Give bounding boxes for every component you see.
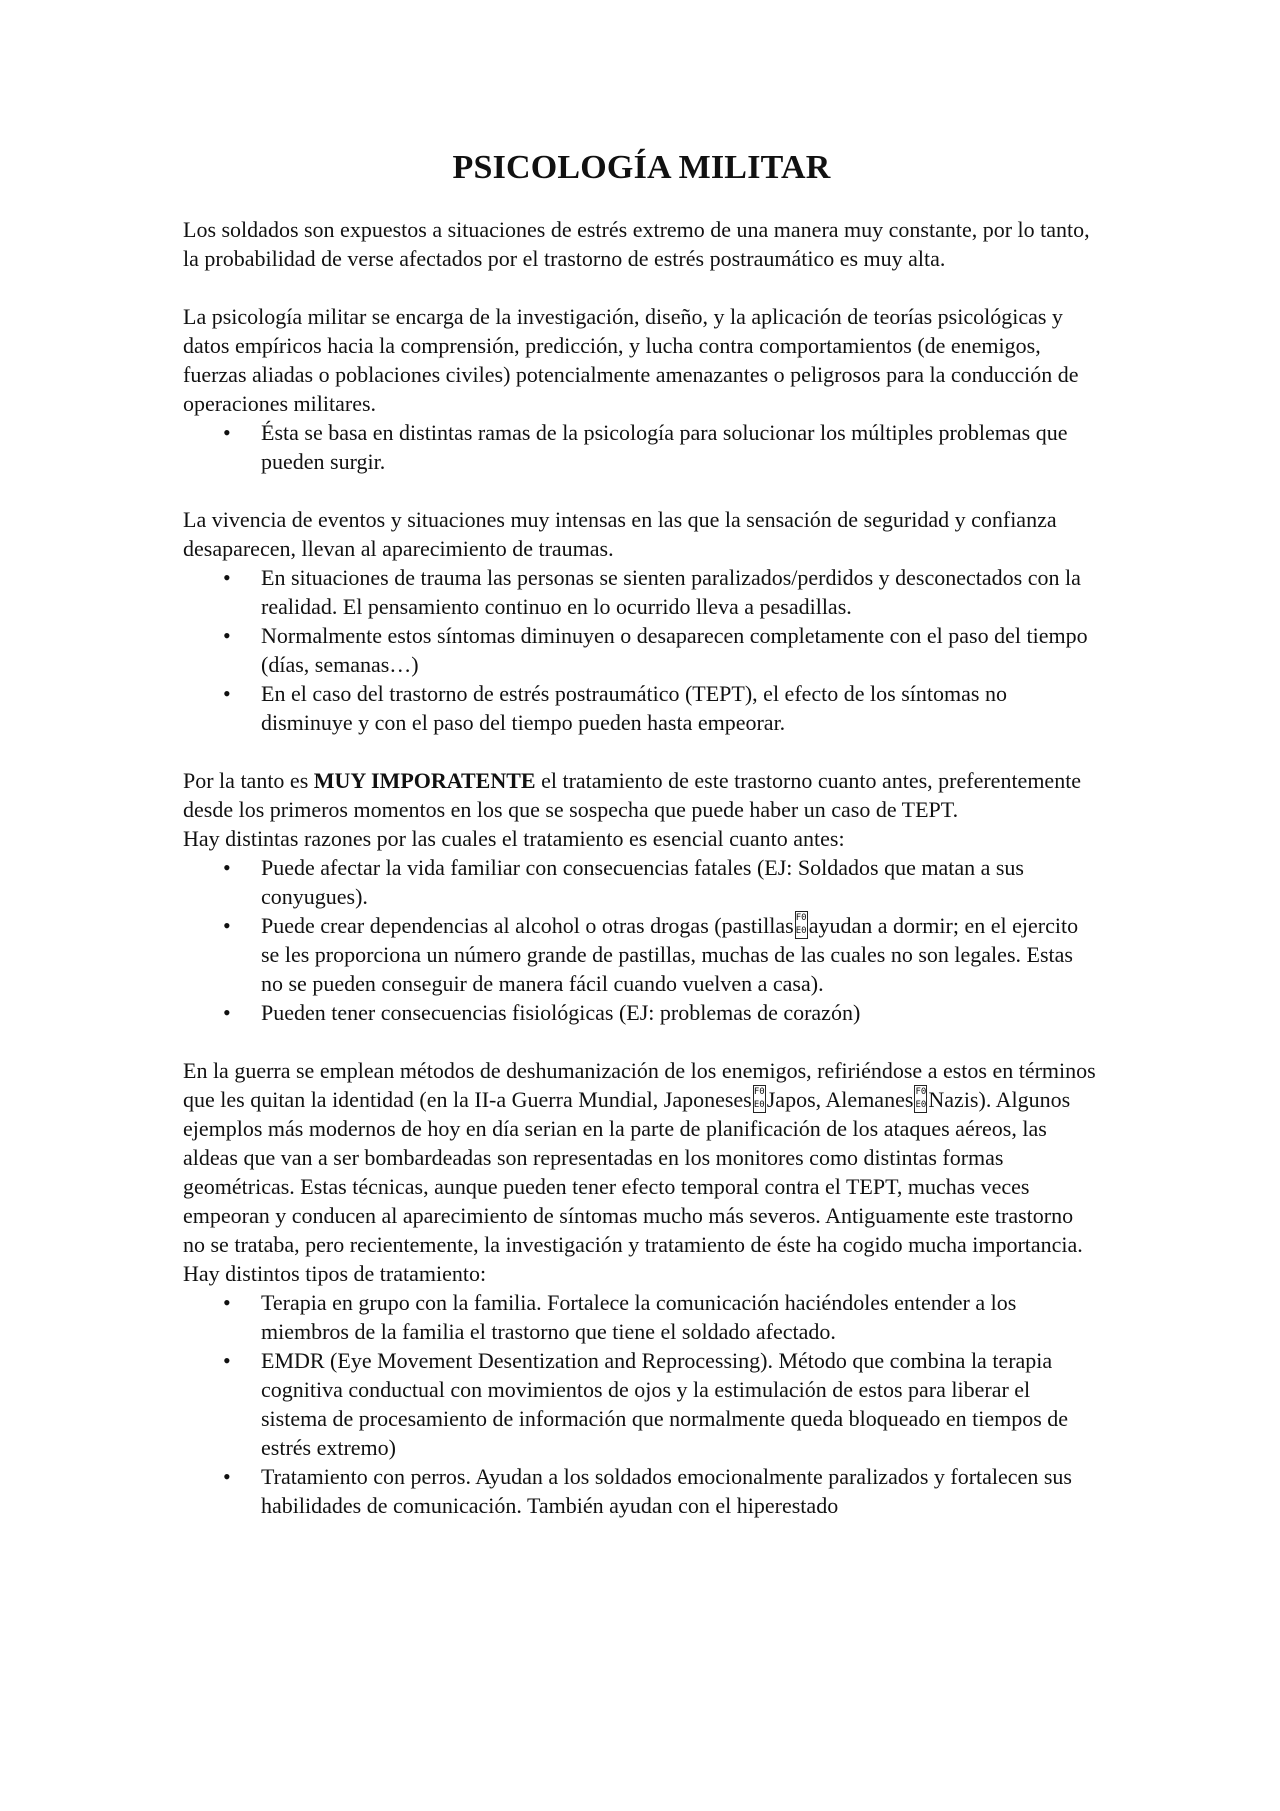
list-item: • Ésta se basa en distintas ramas de la psicología para solucionar los múltiples problemas que pueden surgir.	[183, 418, 1100, 476]
paragraph-trauma: La vivencia de eventos y situaciones muy intensas en las que la sensación de seguridad y confianza desaparecen, llevan al aparecimiento de traumas.	[183, 507, 1057, 561]
missing-glyph-code-bottom: E0	[753, 1100, 765, 1110]
list-item: • En situaciones de trauma las personas se sienten paralizados/perdidos y desconectados con la realidad. El pensamiento continuo en lo ocurrido lleva a pesadillas.	[183, 563, 1100, 621]
list-item: • Terapia en grupo con la familia. Fortalece la comunicación haciéndoles entender a los miembros de la familia el trastorno que tiene el soldado afectado.	[183, 1288, 1100, 1346]
missing-glyph-code-bottom: E0	[795, 926, 807, 936]
list-item: • Tratamiento con perros. Ayudan a los soldados emocionalmente paralizados y fortalecen sus habilidades de comunicación. También ayudan con el hiperestado	[183, 1462, 1100, 1520]
missing-glyph-code-bottom: E0	[915, 1100, 927, 1110]
list-item	[183, 911, 1100, 998]
paragraph-definition: La psicología militar se encarga de la investigación, diseño, y la aplicación de teorías psicológicas y datos empíricos hacia la comprensión, predicción, y lucha contra comportamientos (de enemigos, fuerzas aliadas o poblaciones civiles) potencialmente amenazantes o peligrosos para la conducción de operaciones militares.	[183, 304, 1079, 416]
trauma-bullet-list	[183, 563, 1100, 737]
importance-emphasis: MUY IMPORATENTE	[313, 768, 536, 793]
paragraph-spacer	[183, 273, 1100, 302]
dehumanization-text-3: Nazis). Algunos ejemplos más modernos de hoy en día serian en la parte de planificación de los ataques aéreos, las aldeas que van a ser bombardeadas son representadas en los monitores como distintas formas geométricas. Estas técnicas, aunque pueden tener efecto temporal contra el TEPT, muchas veces empeoran y conducen al aparecimiento de síntomas mucho más severos. Antiguamente este trastorno no se trataba, pero recientemente, la investigación y tratamiento de éste ha cogido mucha importancia. Hay distintos tipos de tratamiento:	[183, 1087, 1083, 1286]
paragraph-spacer	[183, 737, 1100, 766]
missing-glyph-code-top: F0	[753, 1087, 765, 1097]
paragraph-spacer	[183, 476, 1100, 505]
paragraph-dehumanization	[183, 1056, 1100, 1288]
document-title: PSICOLOGÍA MILITAR	[452, 149, 831, 186]
missing-glyph-icon	[914, 1085, 927, 1113]
missing-glyph-icon	[753, 1085, 766, 1113]
paragraph-spacer	[183, 1027, 1100, 1056]
importance-text-after: el tratamiento de este trastorno cuanto antes, preferentemente desde los primeros momentos en los que se sospecha que puede haber un caso de TEPT.	[183, 768, 1082, 822]
reason-text-after: ayudan a dormir; en el ejercito se les proporciona un número grande de pastillas, muchas de las cuales no son legales. Estas no se pueden conseguir de manera fácil cuando vuelven a casa).	[261, 913, 1079, 996]
dehumanization-text-1: En la guerra se emplean métodos de deshumanización de los enemigos, refiriéndose a estos en términos que les quitan la identidad (en la II-a Guerra Mundial, Japoneses	[183, 1058, 1096, 1112]
definition-bullet-list	[183, 418, 1100, 476]
dehumanization-text-2: Japos, Alemanes	[766, 1087, 914, 1112]
list-item: • Pueden tener consecuencias fisiológicas (EJ: problemas de corazón)	[183, 998, 1100, 1027]
paragraph-importance	[183, 766, 1100, 824]
list-item: • En el caso del trastorno de estrés postraumático (TEPT), el efecto de los síntomas no disminuye y con el paso del tiempo pueden hasta empeorar.	[183, 679, 1100, 737]
missing-glyph-code-top: F0	[915, 1087, 927, 1097]
importance-text-before: Por la tanto es	[183, 768, 314, 793]
paragraph-intro: Los soldados son expuestos a situaciones de estrés extremo de una manera muy constante, por lo tanto, la probabilidad de verse afectados por el trastorno de estrés postraumático es muy alta.	[183, 217, 1090, 271]
list-item: • EMDR (Eye Movement Desentization and Reprocessing). Método que combina la terapia cognitiva conductual con movimientos de ojos y la estimulación de estos para liberar el sistema de procesamiento de información que normalmente queda bloqueado en tiempos de estrés extremo)	[183, 1346, 1100, 1462]
missing-glyph-code-top: F0	[795, 913, 807, 923]
list-item: • Puede afectar la vida familiar con consecuencias fatales (EJ: Soldados que matan a sus conyugues).	[183, 853, 1100, 911]
paragraph-reasons: Hay distintas razones por las cuales el tratamiento es esencial cuanto antes:	[183, 826, 845, 851]
treatment-bullet-list	[183, 1288, 1100, 1520]
list-item: • Normalmente estos síntomas diminuyen o desaparecen completamente con el paso del tiempo (días, semanas…)	[183, 621, 1100, 679]
reason-text-before: Puede crear dependencias al alcohol o otras drogas (pastillas	[261, 913, 794, 938]
missing-glyph-icon	[795, 911, 808, 939]
reasons-bullet-list	[183, 853, 1100, 1027]
